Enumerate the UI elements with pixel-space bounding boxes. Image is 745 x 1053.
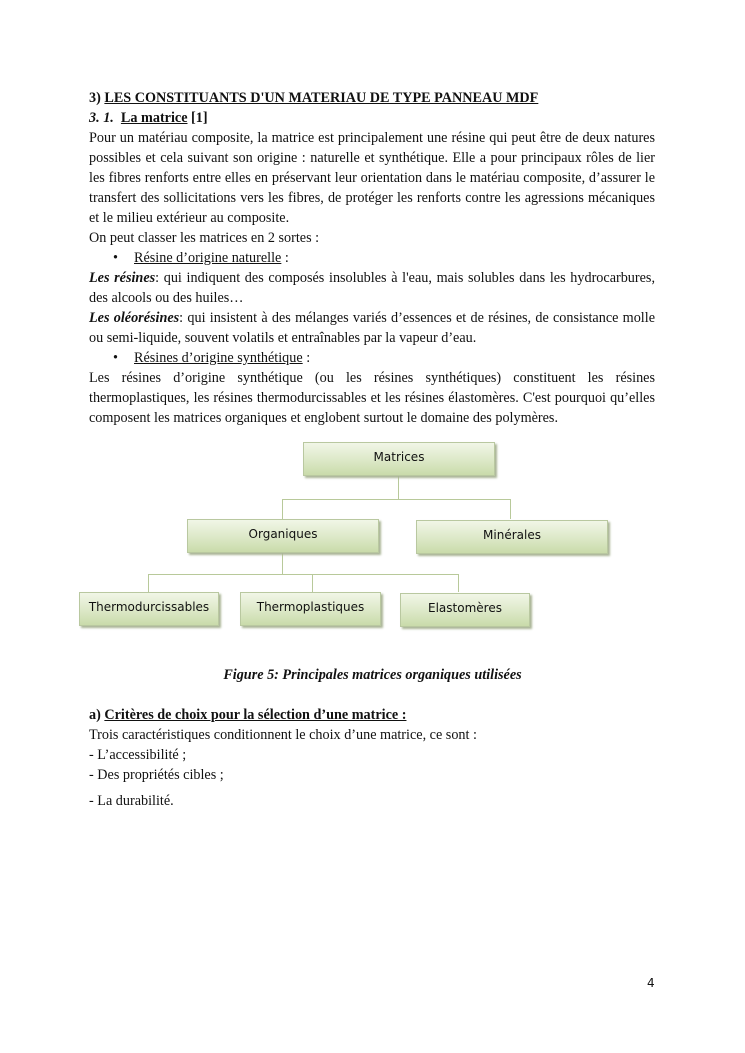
bullet-dot: • (113, 350, 118, 366)
resines-paragraph (89, 268, 655, 308)
node-thermodurcissables: Thermodurcissables (79, 592, 219, 626)
connector (148, 574, 149, 592)
bullet-dot: • (113, 250, 118, 266)
node-matrices: Matrices (303, 442, 495, 476)
oleoresines-text: : qui insistent à des mélanges variés d’essences et de résines, de consistance molle ou semi-liquide, souvent volatils et entraînables par la vapeur d’eau. (89, 310, 655, 346)
node-elastomeres: Elastomères (400, 593, 530, 627)
connector (148, 574, 459, 575)
criteria-item: - L’accessibilité ; (89, 747, 187, 763)
intro-paragraph: Pour un matériau composite, la matrice est principalement une résine qui peut être de deux natures possibles et cela suivant son origine : naturelle et synthétique. Elle a pour principaux rôles de lier les fibres renforts entre elles en préservant leur orientation dans le matériau composite, d’assurer le transfert des sollicitations vers les fibres, de protéger les renforts contre les agressions mécaniques et le milieu extérieur au composite. (89, 130, 655, 226)
criteria-intro: Trois caractéristiques conditionnent le choix d’une matrice, ce sont : (89, 727, 477, 743)
bullet-synthetic-label: Résines d’origine synthétique (134, 350, 303, 366)
figure-caption: Figure 5: Principales matrices organiques utilisées (223, 667, 522, 683)
connector (398, 475, 399, 499)
subsection-number: 3. 1. (89, 110, 114, 126)
oleoresines-paragraph (89, 308, 655, 348)
node-minerales: Minérales (416, 520, 608, 554)
section-number: 3) (89, 90, 101, 106)
page-number: 4 (647, 976, 655, 990)
oleoresines-term: Les oléorésines (89, 310, 180, 326)
classify-line: On peut classer les matrices en 2 sortes : (89, 230, 320, 246)
bullet-natural-label: Résine d’origine naturelle (134, 250, 282, 266)
section-title: LES CONSTITUANTS D'UN MATERIAU DE TYPE PANNEAU MDF (104, 90, 539, 106)
node-organiques: Organiques (187, 519, 379, 553)
synthetic-paragraph: Les résines d’origine synthétique (ou les résines synthétiques) constituent les résines thermoplastiques, les résines thermodurcissables et les résines élastomères. C'est pourquoi qu’elles composent les matrices organiques et englobent surtout le domaine des polymères. (89, 370, 655, 426)
node-thermoplastiques: Thermoplastiques (240, 592, 381, 626)
bullet-natural-suffix: : (281, 250, 289, 266)
criteria-item: - Des propriétés cibles ; (89, 767, 224, 783)
bullet-synthetic (89, 348, 655, 368)
document-body (89, 88, 655, 428)
criteria-heading (89, 705, 655, 725)
subsection-ref: [1] (191, 110, 208, 126)
bullet-synthetic-suffix: : (302, 350, 311, 366)
resines-term: Les résines (89, 270, 156, 286)
connector (282, 499, 283, 519)
criteria-section (89, 705, 655, 811)
resines-text: : qui indiquent des composés insolubles à l'eau, mais solubles dans les hydrocarbures, des alcools ou des huiles… (89, 270, 655, 306)
criteria-title: Critères de choix pour la sélection d’une matrice : (104, 707, 407, 723)
bullet-natural (89, 248, 655, 268)
criteria-item: - La durabilité. (89, 793, 174, 809)
connector (282, 499, 511, 500)
connector (282, 553, 283, 574)
criteria-prefix: a) (89, 707, 101, 723)
subsection-title: La matrice (120, 110, 188, 126)
connector (510, 499, 511, 519)
connector (312, 574, 313, 592)
subsection-heading (89, 108, 655, 128)
section-heading (89, 88, 655, 108)
connector (458, 574, 459, 592)
